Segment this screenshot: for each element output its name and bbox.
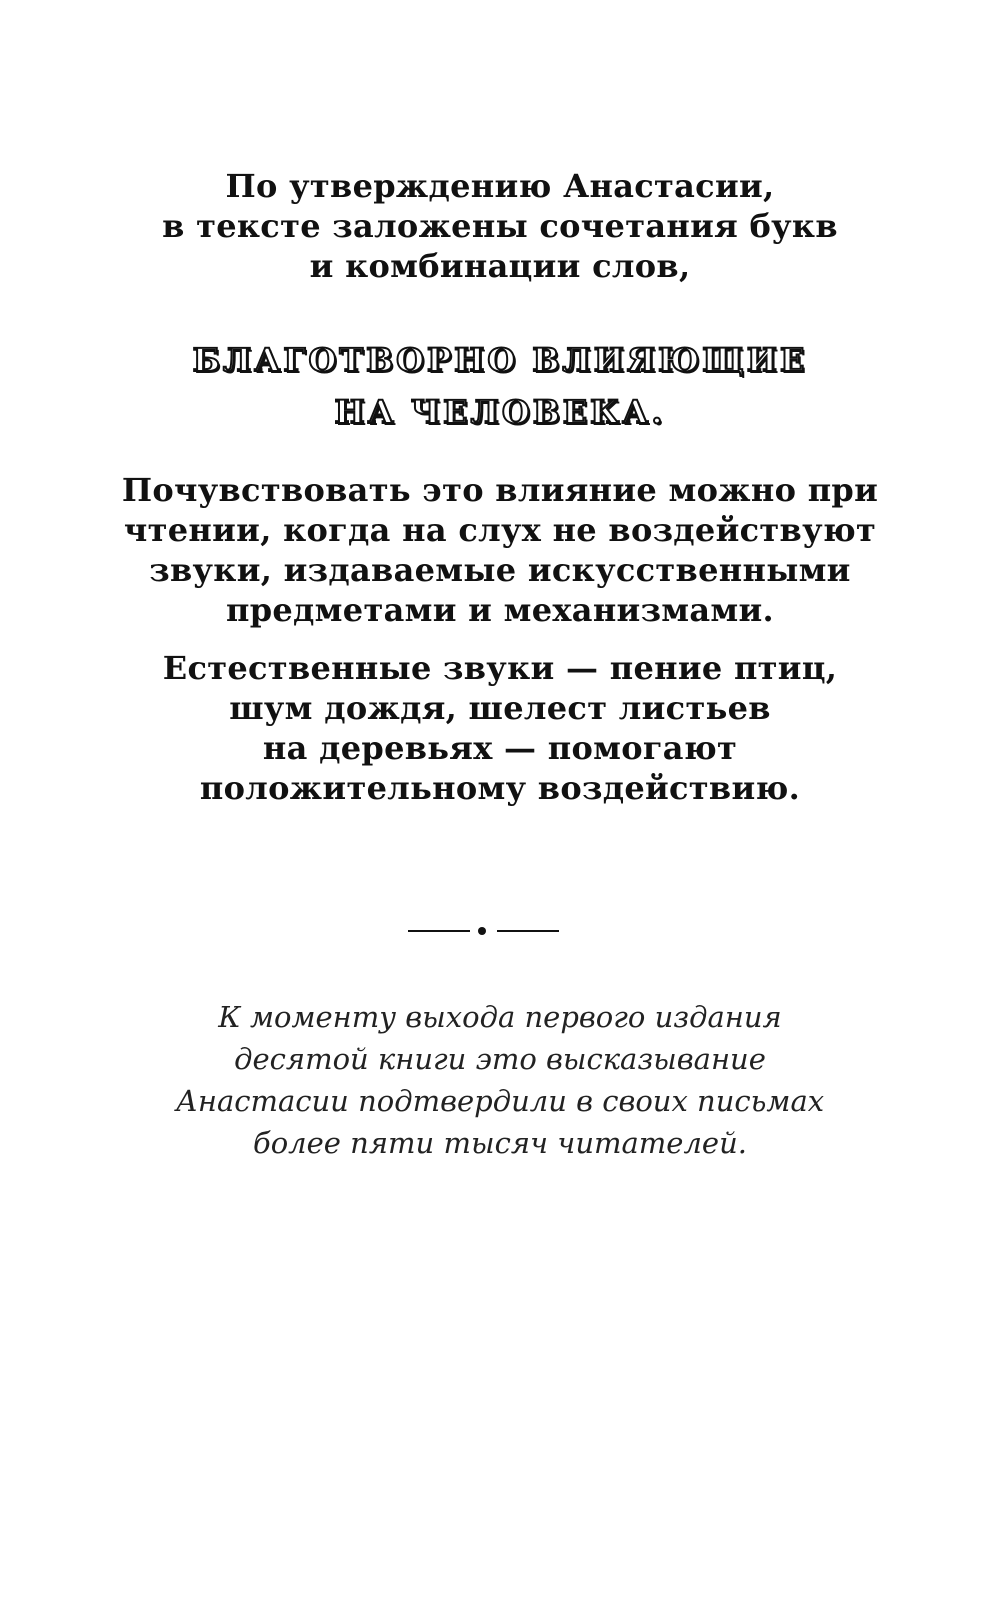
statement-paragraph [0, 166, 1000, 286]
footnote-line: К моменту выхода первого издания [218, 1000, 782, 1034]
nature-line: шум дождя, шелест листьев [229, 689, 771, 727]
reading-line: Почувствовать это влияние можно при [121, 471, 879, 509]
statement-line: По утверждению Анастасии, [225, 167, 775, 205]
footnote-line: более пяти тысяч читателей. [253, 1126, 747, 1160]
nature-line: на деревьях — помогают [262, 729, 738, 767]
emphasis-heading [0, 334, 1000, 438]
emphasis-line: БЛАГОТВОРНО ВЛИЯЮЩИЕ [192, 341, 808, 379]
section-divider [0, 925, 1000, 937]
emphasis-line: НА ЧЕЛОВЕКА. [334, 393, 666, 431]
reading-line: чтении, когда на слух не воздействуют [123, 511, 877, 549]
nature-paragraph [0, 648, 1000, 808]
reading-line: звуки, издаваемые искусственными [149, 551, 851, 589]
statement-line: в тексте заложены сочетания букв [162, 207, 838, 245]
footnote-paragraph [0, 996, 1000, 1164]
footnote-line: десятой книги это высказывание [234, 1042, 766, 1076]
divider-dash [497, 930, 559, 932]
reading-line: предметами и механизмами. [226, 591, 774, 629]
nature-line: Естественные звуки — пение птиц, [162, 649, 838, 687]
reading-paragraph [0, 470, 1000, 630]
nature-line: положительному воздействию. [199, 769, 801, 807]
divider-dot-icon [478, 927, 486, 935]
divider-dash [408, 930, 470, 932]
footnote-line: Анастасии подтвердили в своих письмах [175, 1084, 825, 1118]
statement-line: и комбинации слов, [309, 247, 691, 285]
